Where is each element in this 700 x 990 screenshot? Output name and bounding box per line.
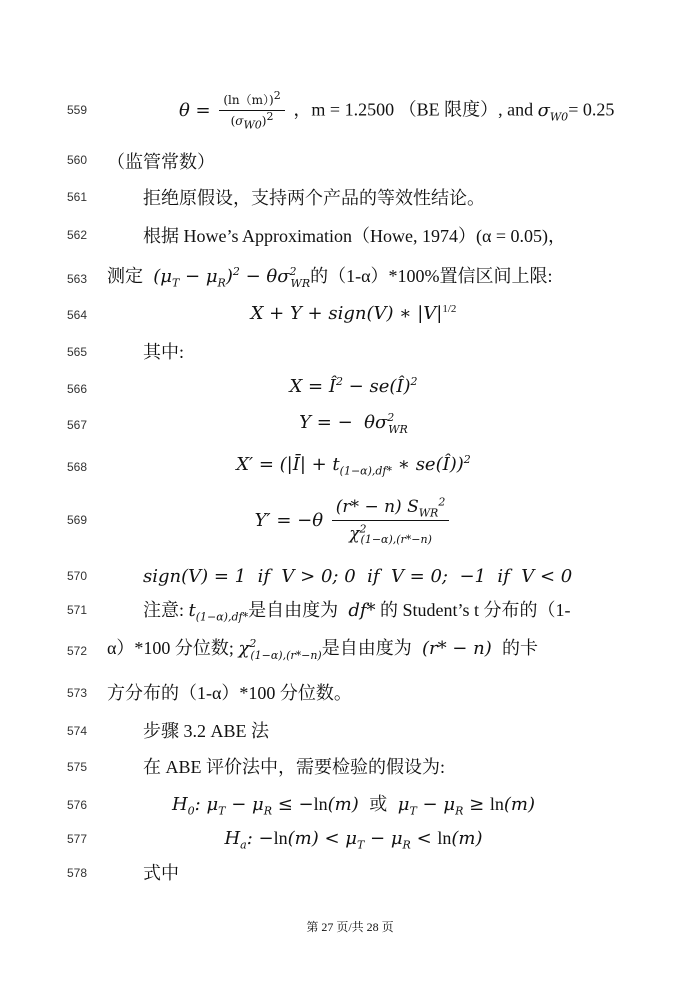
line-text: 的（1-α）*100%置信区间上限: (310, 266, 553, 286)
formula-569: Y′ = −θ $\frac{(r* - n) S_{WR}^2}{\chi^2_{(1-\alpha),(r*-n)}}$ (107, 496, 600, 545)
line-text: 测定 (107, 266, 143, 286)
line-574 (107, 719, 600, 743)
line-559: θ = $\frac{(\ln(m))^2}{(\sigma_{W0})^2}$ ，m = 1.2500 （BE 限度）, and $\sigma_{W0}= 0.25$ (179, 89, 615, 132)
line-571: 注意: $t_{(1-\alpha),df*}$是自由度为 df* 的 Student’s t 分布的（1- (143, 600, 571, 624)
line-561 (107, 186, 600, 210)
line-number: 568 (67, 460, 88, 474)
line-text: 拒绝原假设，支持两个产品的等效性结论。 (143, 188, 485, 208)
formula-568: X′ = (|Ī| + $t_{(1-\alpha),df*}$ ∗ se(Î))$^2$ (236, 453, 471, 478)
line-number: 561 (67, 190, 88, 204)
line-text: 方分布的（1-α）*100 分位数。 (107, 683, 352, 703)
line-number: 578 (67, 866, 88, 880)
line-text: 或 (369, 794, 388, 814)
line-number: 564 (67, 308, 88, 322)
line-number: 563 (67, 272, 88, 286)
line-text: 根据 Howe’s Approximation（Howe, 1974）(α = 0.05)， (143, 226, 567, 246)
line-560 (107, 150, 600, 174)
line-number: 560 (67, 153, 88, 167)
line-number: 571 (67, 603, 88, 617)
formula-567: Y = − $\theta\sigma^2_{WR}$ (299, 411, 408, 436)
formula-theta: θ = $\frac{(\ln(m))^2}{(\sigma_{W0})^2}$ (179, 100, 293, 121)
line-text: 是自由度为 (248, 600, 339, 620)
line-number: 569 (67, 513, 88, 527)
line-number: 576 (67, 798, 88, 812)
line-575 (107, 755, 600, 779)
line-text: （监管常数） (107, 152, 215, 172)
line-text: 是自由度为 (321, 638, 412, 658)
formula-577: $H_a$: $-\ln(m) < \mu_T - \mu_R < \ln(m)$ (224, 828, 483, 852)
line-text: ，m = 1.2500 （BE 限度）, and (293, 99, 534, 120)
line-text: 步骤 3.2 ABE 法 (143, 721, 269, 741)
page-footer: 第 27 页/共 28 页 (306, 920, 394, 934)
line-578 (107, 861, 600, 885)
line-number: 559 (67, 103, 88, 117)
line-text: 式中 (143, 863, 179, 883)
formula-564: X + Y + sign(V) ∗ $|V|^{1/2}$ (250, 303, 457, 324)
line-number: 566 (67, 382, 88, 396)
line-text: = 0.25 (568, 99, 615, 120)
line-text: 的卡 (501, 638, 538, 658)
line-text: 的 Student’s t 分布的（1- (380, 600, 571, 620)
line-565 (107, 340, 600, 364)
line-572: α）*100 分位数; $\chi^2_{(1-\alpha),(r*-n)}$是自由度为 (r* − n) 的卡 (107, 637, 538, 662)
line-number: 565 (67, 345, 88, 359)
line-number: 570 (67, 569, 88, 583)
line-573 (107, 681, 600, 705)
formula-570: sign(V) = 1 if V > 0; 0 if V = 0; −1 if V < 0 (143, 566, 573, 587)
formula-576: $H_0$: $\mu_T - \mu_R \le -\ln(m)$ 或 $\mu_T - \mu_R \ge \ln(m)$ (171, 794, 536, 818)
line-text: 在 ABE 评价法中，需要检验的假设为: (143, 757, 445, 777)
line-text: α）*100 分位数; (107, 638, 234, 658)
formula-566: $X = Î^2$ − se(Î)$^2$ (289, 375, 418, 397)
line-number: 567 (67, 418, 88, 432)
line-text: 其中: (143, 342, 185, 362)
line-number: 577 (67, 832, 88, 846)
line-number: 573 (67, 686, 88, 700)
line-563: 测定 $(\mu_T - \mu_R)^2 - \theta\sigma^2_{WR}$的（1-α）*100%置信区间上限: (107, 265, 553, 290)
line-text: 注意: (143, 600, 185, 620)
line-number: 574 (67, 724, 88, 738)
line-562 (107, 224, 600, 248)
line-number: 572 (67, 644, 88, 658)
line-number: 575 (67, 760, 88, 774)
line-number: 562 (67, 228, 88, 242)
